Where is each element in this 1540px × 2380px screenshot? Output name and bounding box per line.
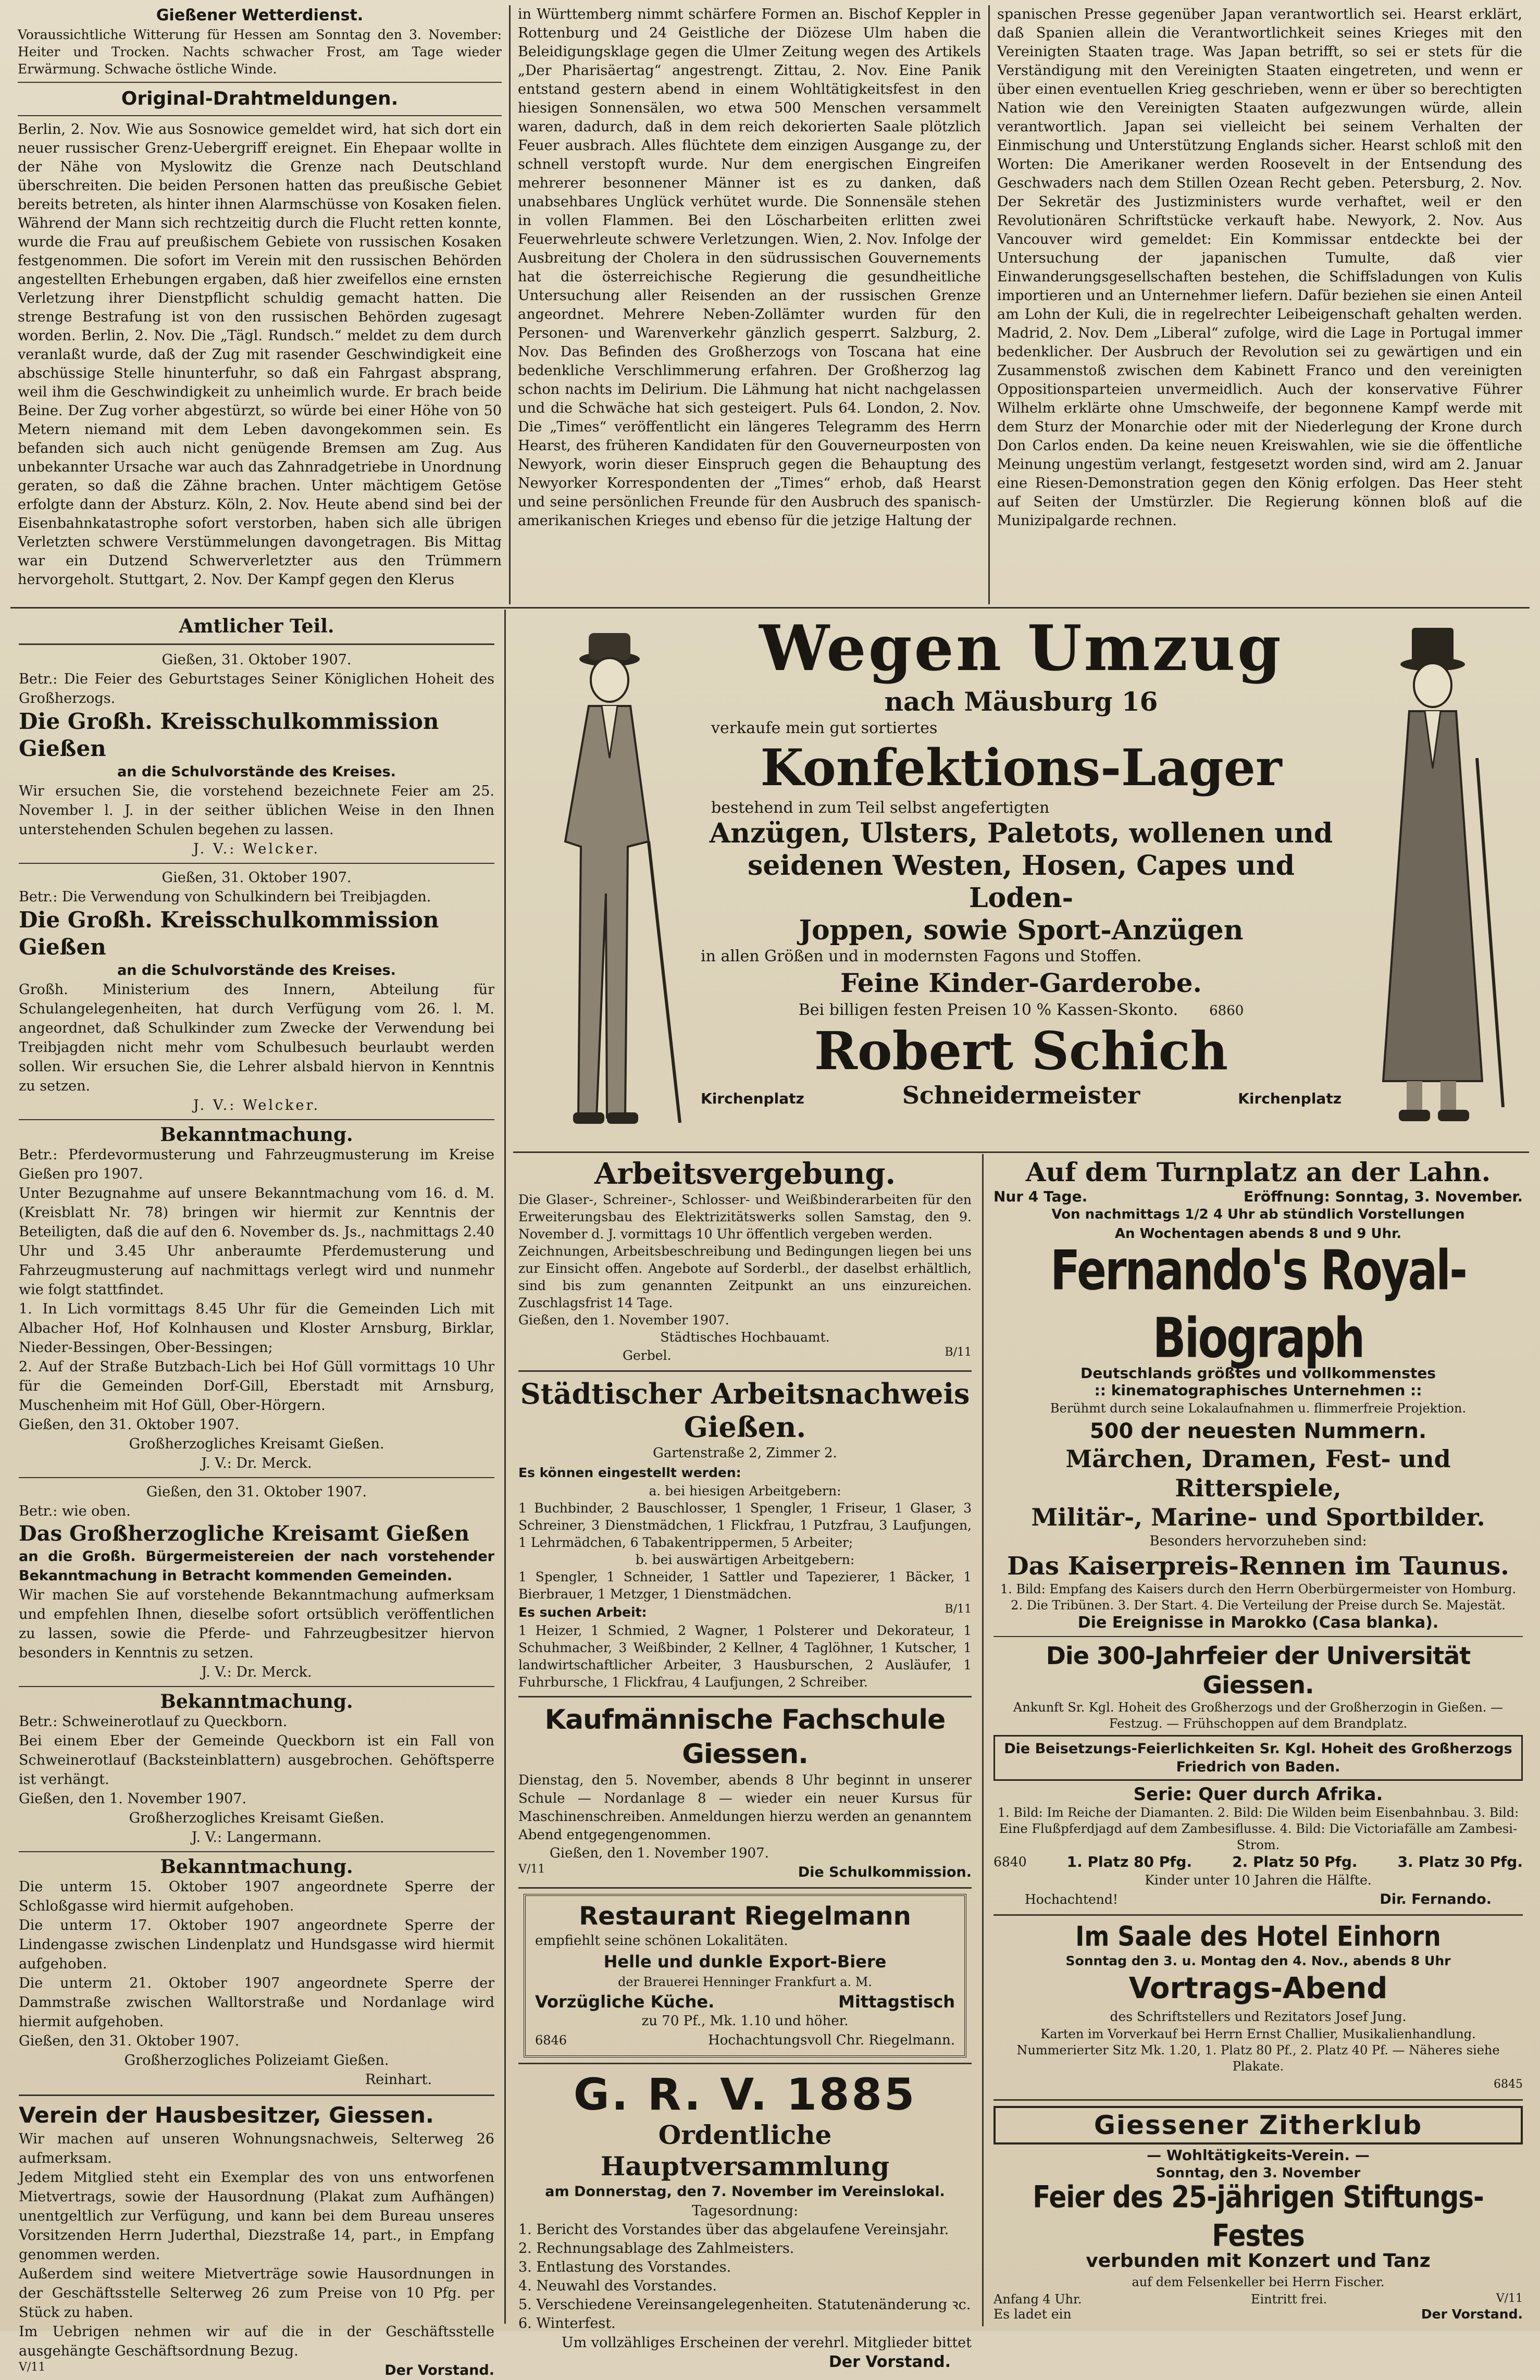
- zither-l3: auf dem Felsenkeller bei Herrn Fischer.: [1132, 2275, 1385, 2289]
- grv-sign: Der Vorstand.: [828, 2353, 951, 2371]
- hausbesitzer-text3: Außerdem sind weitere Mietverträge sowie Hausordnungen in der Geschäftsstelle Selterweg 26 zum Preise von 10 Pfg. per Stück zu haben.: [19, 2266, 494, 2321]
- notice1-date: Gießen, 31. Oktober 1907.: [162, 652, 352, 668]
- einhorn-who: des Schriftstellers und Rezitators Josef Jung.: [1110, 2009, 1407, 2024]
- notice1-betr: Betr.: Die Feier des Geburtstages Seiner Königlichen Hoheit des Großherzogs.: [19, 671, 494, 706]
- zither-when: Sonntag, den 3. November: [1156, 2165, 1361, 2181]
- zither-l2: verbunden mit Konzert und Tanz: [1086, 2250, 1431, 2272]
- schich-intro: verkaufe mein gut sortiertes: [711, 719, 938, 737]
- notice5-sign: J. V.: Langermann.: [191, 1829, 322, 1845]
- notice3-authority: Großherzogliches Kreisamt Gießen.: [129, 1436, 384, 1452]
- zither-mark: V/11: [1496, 2292, 1523, 2305]
- nachweis-b: b. bei auswärtigen Arbeitgebern:: [635, 1552, 855, 1567]
- grv-subtitle: Ordentliche Hauptversammlung: [600, 2119, 890, 2181]
- nachweis-a-text: 1 Buchbinder, 2 Bauschlosser, 1 Spengler, 1 Friseur, 1 Glaser, 3 Schreiner, 3 Dienstmädchen, 1 Flickfrau, 1 Putzfrau, 3 Laufjungen, 1 Lehrmädchen, 6 Tabakentrippermen, 5 Arbeiter;: [518, 1501, 972, 1550]
- kfs-mark: V/11: [518, 1863, 545, 1876]
- notice5-title: Bekanntmachung.: [160, 1691, 353, 1713]
- notice3-date: Gießen, den 31. Oktober 1907.: [19, 1417, 240, 1433]
- nachweis-c-text: 1 Heizer, 1 Schmied, 2 Wagner, 1 Polsterer und Dekorateur, 1 Schuhmacher, 3 Weißbinder, 2 Kellner, 4 Taglöhner, 1 Kutscher, 1 landwirtschaftlicher Arbeiter, 3 Hausburschen, 2 Ausläufer, 1 Fuhrbursche, 1 Flickfrau, 4 Laufjungen, 2 Schreiber.: [518, 1623, 972, 1690]
- notice2-sign: J. V.: Welcker.: [193, 1097, 320, 1113]
- fernando-l6: Militär-, Marine- und Sportbilder.: [1031, 1503, 1485, 1531]
- fernando-l2: :: kinematographisches Unternehmen ::: [1094, 1382, 1422, 1399]
- fernando-l4: 500 der neuesten Nummern.: [1089, 1419, 1427, 1443]
- nachweis-heading1: Es können eingestellt werden:: [518, 1465, 741, 1480]
- fernando-sign1: Hochachtend!: [1025, 1892, 1118, 1907]
- notice4-title: Das Großherzogliche Kreisamt Gießen: [19, 1521, 469, 1546]
- grv-agenda-item: 6. Winterfest.: [518, 2315, 616, 2332]
- fernando-code: 6840: [993, 1854, 1027, 1869]
- schich-line4: Joppen, sowie Sport-Anzügen: [799, 914, 1244, 946]
- notice5-date: Gießen, den 1. November 1907.: [19, 1791, 247, 1807]
- riegelmann-l4a: Vorzügliche Küche.: [535, 1992, 715, 2012]
- fernando-l7: Besonders hervorzuheben sind:: [1149, 1533, 1367, 1549]
- hausbesitzer-text4: Im Uebrigen nehmen wir auf die in der Geschäftsstelle ausgehängte Geschäftsordnung Bezug.: [19, 2324, 494, 2359]
- right-ads-column: [987, 1157, 1529, 2324]
- fernando-l3: Berühmt durch seine Lokalaufnahmen u. flimmerfreie Projektion.: [1050, 1401, 1467, 1416]
- zither-title-box: [993, 2106, 1523, 2145]
- riegelmann-l5: zu 70 Pf., Mk. 1.10 und höher.: [641, 2013, 849, 2029]
- telegrams-col2-text: in Württemberg nimmt schärfere Formen an. Bischof Keppler in Rottenburg und 24 Geistliche der Diözese Ulm haben die Beleidigungsklage gegen die Ulmer Zeitung wegen des Artikels „Der Pharisäertag“ angestrengt. Zittau, 2. Nov. Eine Panik entstand gestern abend in einem Wohltätigkeitsfest in den hiesigen Sonnensälen, wo etwa 500 Menschen versammelt waren, dadurch, daß in dem reich dekorierten Saale plötzlich Feuer ausbrach. Alles flüchtete dem einzigen Ausgange zu, der schnell verstopft wurde. Nur dem energischen Eingreifen mehrerer besonnener Männer ist es zu danken, daß unabsehbares Unglück verhütet wurde. Die Sonnensäle stehen in vollen Flammen. Bei den Löscharbeiten erlitten zwei Feuerwehrleute schwere Verletzungen. Wien, 2. Nov. Infolge der Ausbreitung der Cholera in den südrussischen Gouvernements hat die österreichische Regierung die gesundheitliche Untersuchung aller Reisenden an der russischen Grenze angeordnet. Mehrere Neben-Zollämter wurden für den Personen- und Warenverkehr gänzlich gesperrt. Salzburg, 2. Nov. Das Befinden des Großherzogs von Toscana hat eine bedenkliche Verschlimmerung erfahren. Der Großherzog lag schon nachts im Delirium. Die Lähmung hat nicht nachgelassen und die Schwäche hat sich gesteigert. Puls 64. London, 2. Nov. Die „Times“ veröffentlicht ein längeres Telegramm des Herrn Hearst, des früheren Kandidaten für den Gouverneurposten von Newyork, worin dieser Einspruch gegen die Behauptung des Newyorker Korrespondenten der „Times“ erhob, daß Hearst und seine persönlichen Freunde für den Ausbruch des spanisch-amerikanischen Krieges und ebenso für die jetzige Haltung der: [518, 6, 981, 529]
- riegelmann-box: [524, 1894, 966, 2057]
- riegelmann-l2: Helle und dunkle Export-Biere: [603, 1952, 887, 1972]
- notice4-betr: Betr.: wie oben.: [19, 1503, 131, 1519]
- notice3-text: Unter Bezugnahme auf unsere Bekanntmachung vom 16. d. M. (Kreisblatt Nr. 78) bringen wir hiermit zur Kenntnis der Beteiligten, daß die auf den 6. November ds. Js., nachmittags 2.40 Uhr und 3.45 Uhr anberaumte Pferdemusterung und Fahrzeugmusterung auf nachmittags verlegt wird und nunmehr wie folgt stattfindet.: [19, 1185, 494, 1298]
- notice5-authority: Großherzogliches Kreisamt Gießen.: [129, 1810, 384, 1826]
- arbeit-text1: Die Glaser-, Schreiner-, Schlosser- und Weißbinderarbeiten für den Erweiterungsbau des Elektrizitätswerks sollen Samstag, den 9. November d. J. vormittags 10 Uhr öffentlich vergeben werden.: [518, 1192, 972, 1242]
- notice2-sub: an die Schulvorstände des Kreises.: [117, 962, 396, 978]
- notice1-text: Wir ersuchen Sie, die vorstehend bezeichnete Feier am 25. November l. J. in der seither üblichen Weise in den Ihnen unterstehenden Schulen begehen zu lassen.: [19, 783, 494, 838]
- fernando-l12: Ankunft Sr. Kgl. Hoheit des Großherzogs und der Großherzogin in Gießen. — Festzug. — Frühschoppen auf dem Brandplatz.: [1013, 1700, 1504, 1731]
- notice3-title: Bekanntmachung.: [160, 1124, 353, 1146]
- einhorn-text: Karten im Vorverkauf bei Herrn Ernst Challier, Musikalienhandlung. Nummerierter Sitz Mk. 1.20, 1. Platz 80 Pf., 2. Platz 40 Pf. — Näheres siehe Plakate.: [1016, 2027, 1500, 2074]
- notice2-text: Großh. Ministerium des Innern, Abteilung für Schulangelegenheiten, hat durch Verfügung vom 26. l. M. angeordnet, daß Schulkinder zum Zwecke der Verwendung bei Treibjagden nicht mehr vom Schulbesuch beurlaubt werden sollen. Wir ersuchen Sie, die Lehrer alsbald hiervon in Kenntnis zu setzen.: [19, 982, 494, 1094]
- fernando-sign2: Dir. Fernando.: [1380, 1891, 1492, 1907]
- fernando-times2: An Wochentagen abends 8 und 9 Uhr.: [1114, 1226, 1402, 1242]
- schich-line5: in allen Größen und in modernsten Fagons und Stoffen.: [701, 947, 1142, 965]
- hausbesitzer-text1: Wir machen auf unseren Wohnungsnachweis, Selterweg 26 aufmerksam.: [19, 2131, 494, 2166]
- grv-agenda-item: 4. Neuwahl des Vorstandes.: [518, 2278, 717, 2294]
- notice4-text: Wir machen Sie auf vorstehende Bekanntmachung aufmerksam und empfehlen Ihnen, dieselbe sofort ortsüblich veröffentlichen zu lassen, sowie die Pferde- und Fahrzeugbesitzer hiervon besonders in Kenntnis zu setzen.: [19, 1587, 494, 1661]
- notice4-sign: J. V.: Dr. Merck.: [201, 1664, 312, 1680]
- schich-trade: Schneidermeister: [902, 1081, 1140, 1109]
- notice6-date: Gießen, den 31. Oktober 1907.: [19, 2033, 240, 2049]
- notice6-sign: Reinhart.: [365, 2072, 432, 2088]
- notice6-text1: Die unterm 15. Oktober 1907 angeordnete Sperre der Schloßgasse wird hiermit aufgehoben.: [19, 1879, 494, 1914]
- zither-title: Giessener Zitherklub: [1094, 2110, 1423, 2140]
- einhorn-when: Sonntag den 3. u. Montag den 4. Nov., abends 8 Uhr: [1065, 1953, 1451, 1968]
- arbeit-authority: Städtisches Hochbauamt.: [660, 1330, 830, 1345]
- fernando-l5: Märchen, Dramen, Fest- und Ritterspiele,: [1065, 1445, 1451, 1502]
- schich-place-right: Kirchenplatz: [1238, 1090, 1342, 1107]
- left-column-divider: [504, 610, 506, 2324]
- nachweis-mark: B/11: [945, 1603, 972, 1616]
- schich-ad: [513, 612, 1529, 1149]
- kfs-date: Gießen, den 1. November 1907.: [550, 1845, 769, 1861]
- kfs-text: Dienstag, den 5. November, abends 8 Uhr beginnt in unserer Schule — Nordanlage 8 — wieder ein neuer Kursus für Maschinenschreiben. Anmeldungen hierzu werden an genanntem Abend entgegengenommen.: [518, 1772, 972, 1843]
- grv-closing: Um vollzähliges Erscheinen der verehrl. Mitglieder bittet: [561, 2335, 972, 2351]
- notice1-sign: J. V.: Welcker.: [193, 841, 320, 857]
- schich-line6: Feine Kinder-Garderobe.: [840, 968, 1202, 998]
- telegrams-col3-text: spanischen Presse gegenüber Japan verantwortlich sei. Hearst erklärt, daß Spanien allein die Verantwortlichkeit seines Krieges mit den Vereinigten Staaten trage. Was Japan betrifft, so sei er stets für die Verständigung mit den Vereinigten Staaten eingetreten, und wenn er über einen eventuellen Krieg geschrieben, wenn er über so berechtigten Nation wie den Vereinigten Staaten aufgezwungen würde, allein verantwortlich. Japan sei vielleicht bei seinem Verhalten der Einmischung und Unterstützung Englands sicher. Hearst schloß mit den Worten: Die Amerikaner werden Roosevelt in der Entsendung des Geschwaders nach dem Stillen Ozean Recht geben. Petersburg, 2. Nov. Der Sekretär des Justizministers wurde verhaftet, weil er den Revolutionären Schriftstücke verkauft habe. Newyork, 2. Nov. Aus Vancouver wird gemeldet: Ein Kommissar entdeckte bei der Untersuchung der japanischen Tumulte, daß vier Einwanderungsgesellschaften bestehen, die Schiffsladungen von Kulis importieren und an Unternehmer liefern. Dafür beziehen sie einen Anteil am Lohn der Kuli, die in regelrechter Leibeigenschaft gehalten werden. Madrid, 2. Nov. Dem „Liberal“ zufolge, wird die Lage in Portugal immer bedenklicher. Der Ausbruch der Revolution sei zu gewärtigen und ein Zusammenstoß zwischen dem Kabinett Franco und den vereinigten Oppositionsparteien unvermeidlich. Auch der konservative Führer Wilhelm erklärte ohne Umschweife, der begonnene Kampf werde mit dem Sturz der Monarchie oder mit der Niederlegung der Krone durch Don Carlos enden. Da keine neuen Kreiswahlen, wie sie die öffentliche Meinung ungestüm verlangt, festgesetzt worden sind, wird am 2. Januar eine Riesen-Demonstration gegen den König erfolgen. Das Heer steht auf Seiten der Umstürzler. Die Regierung können bloß auf die Munizipalgarde rechnen.: [997, 6, 1522, 529]
- schich-place-left: Kirchenplatz: [701, 1090, 804, 1107]
- riegelmann-code: 6846: [535, 2033, 567, 2048]
- top-column-1: [10, 5, 511, 604]
- schich-line7: Bei billigen festen Preisen 10 % Kassen-Skonto.: [798, 1001, 1178, 1019]
- middle-ads-column: [513, 1157, 977, 2371]
- fernando-l1: Deutschlands größtes und vollkommenstes: [1080, 1365, 1436, 1382]
- gentleman-overcoat-illustration: [1347, 623, 1519, 1138]
- hausbesitzer-mark: V/11: [19, 2361, 46, 2374]
- kfs-title: Kaufmännische Fachschule Giessen.: [544, 1704, 946, 1770]
- grv-title: G. R. V. 1885: [573, 2069, 917, 2120]
- schich-line2: Anzügen, Ulsters, Paletots, wollenen und: [709, 817, 1333, 849]
- notice3-item1: 1. In Lich vormittags 8.45 Uhr für die Gemeinden Lich mit Albacher Hof, Hof Kolnhausen und Kloster Arnsburg, Birklar, Nieder-Bessingen, Ober-Bessingen;: [19, 1301, 494, 1356]
- notice6-authority: Großherzogliches Polizeiamt Gießen.: [124, 2052, 389, 2068]
- hausbesitzer-text2: Jedem Mitglied steht ein Exemplar des von uns entworfenen Mietvertrags, sowie der Hausordnung (Plakat zum Aufhängen) unentgeltlich zur Verfügung, und kann bei dem Bureau unseres Vorsitzenden Herrn Juderthal, Diezstraße 14, part., in Empfang genommen werden.: [19, 2170, 494, 2263]
- grv-agenda-list: [518, 2221, 972, 2333]
- fernando-days: Nur 4 Tage.: [993, 1188, 1088, 1205]
- notice5-text: Bei einem Eber der Gemeinde Queckborn ist ein Fall von Schweinerotlauf (Backsteinblattern) ausgebrochen. Gehöftsperre ist verhängt.: [19, 1733, 494, 1788]
- fernando-price1: 1. Platz 80 Pfg.: [1066, 1853, 1193, 1870]
- fernando-kids: Kinder unter 10 Jahren die Hälfte.: [1145, 1873, 1372, 1888]
- weather-title: Gießener Wetterdienst.: [156, 6, 364, 24]
- grv-agenda-item: 1. Bericht des Vorstandes über das abgelaufene Vereinsjahr.: [518, 2222, 949, 2238]
- top-divider: [10, 607, 1530, 609]
- ad-divider: [513, 1151, 1529, 1153]
- notice3-item2: 2. Auf der Straße Butzbach-Lich bei Hof Güll vormittags 10 Uhr für die Gemeinden Dorf-Gill, Eberstadt mit Arnsburg, Muschenheim mit Hof Güll, Ober-Hörgern.: [19, 1359, 494, 1414]
- arbeit-date: Gießen, den 1. November 1907.: [518, 1312, 729, 1328]
- schich-big: Konfektions-Lager: [760, 738, 1282, 797]
- hausbesitzer-title: Verein der Hausbesitzer, Giessen.: [19, 2102, 434, 2128]
- nachweis-address: Gartenstraße 2, Zimmer 2.: [653, 1445, 837, 1461]
- notice4-sub: an die Großh. Bürgermeistereien der nach vorstehender Bekanntmachung in Betracht kommenden Gemeinden.: [19, 1548, 494, 1584]
- riegelmann-sign: Hochachtungsvoll Chr. Riegelmann.: [708, 2032, 955, 2048]
- fernando-l8: Das Kaiserpreis-Rennen im Taunus.: [1007, 1552, 1509, 1581]
- nachweis-a: a. bei hiesigen Arbeitgebern:: [649, 1483, 841, 1498]
- grv-agenda-title: Tagesordnung:: [691, 2203, 799, 2219]
- riegelmann-l4b: Mittagstisch: [838, 1992, 955, 2012]
- top-column-2: [511, 5, 990, 604]
- fernando-l13: Die Beisetzungs-Feierlichkeiten Sr. Kgl. Hoheit des Großherzogs Friedrich von Baden.: [1004, 1741, 1512, 1775]
- grv-agenda-item: 3. Entlastung des Vorstandes.: [518, 2259, 731, 2275]
- fernando-l14: Serie: Quer durch Afrika.: [1133, 1784, 1383, 1805]
- fernando-open: Eröffnung: Sonntag, 3. November.: [1243, 1188, 1523, 1205]
- arbeit-text2: Zeichnungen, Arbeitsbeschreibung und Bedingungen liegen bei uns zur Einsicht offen. Angebote auf Sorderbl., der daselbst erhältlich, sind bis zum genannten Zeitpunkt an uns einzureichen. Zuschlagsfrist 14 Tage.: [518, 1244, 972, 1310]
- riegelmann-title: Restaurant Riegelmann: [579, 1902, 911, 1931]
- official-column: [10, 612, 503, 2378]
- einhorn-title: Im Saale des Hotel Einhorn: [1075, 1919, 1441, 1953]
- weather-text: Voraussichtliche Witterung für Hessen am Sonntag den 3. November: Heiter und Trocken. Nachts schwacher Frost, am Tage wieder Erwärmung. Schwache östliche Winde.: [18, 27, 502, 77]
- ad-column-divider: [982, 1154, 984, 2326]
- nachweis-b-text: 1 Spengler, 1 Schneider, 1 Sattler und Tapezierer, 1 Bäcker, 1 Bierbrauer, 1 Metzger, 1 Dienstmädchen.: [518, 1569, 972, 1602]
- schich-subtitle: nach Mäusburg 16: [884, 686, 1158, 717]
- telegrams-col1-text: Berlin, 2. Nov. Wie aus Sosnowice gemeldet wird, hat sich dort ein neuer russischer Grenz-Uebergriff ereignet. Ein Ehepaar wollte in der Nähe von Myslowitz die Grenze nach Deutschland überschreiten. Die beiden Personen hatten das preußische Gebiet bereits betreten, als hinter ihnen Alarmschüsse von Kosaken fielen. Während der Mann sich rechtzeitig durch die Flucht retten konnte, wurde die Frau auf preußischem Gebiete von russischen Kosaken festgenommen. Die sofort im Verein mit den russischen Behörden angestellten Erhebungen ergaben, daß hier zweifellos eine ernsten Verletzung ihrer Dienstpflicht schuldig gemacht hatten. Die strenge Bestrafung ist von den russischen Behörden zugesagt worden. Berlin, 2. Nov. Die „Tägl. Rundsch.“ meldet zu dem durch veranlaßt wurde, daß der Zug mit rasender Geschwindigkeit eine abschüssige Stelle hinunterfuhr, so daß ein Fahrgast absprang, weil ihm die Geschwindigkeit zu unheimlich wurde. Er brach beide Beine. Der Zug vorher abgestürzt, so würde bei einer Höhe von 50 Metern niemand mit dem Leben davongekommen sein. Es befanden sich auch nicht genügende Bremsen am Zug. Aus unbekannter Ursache war auch das Zahnradgetriebe in Unordnung geraten, so daß die Zähne brachen. Unter mächtigem Getöse erfolgte dann der Absturz. Köln, 2. Nov. Heute abend sind bei der Eisenbahnkatastrophe sofort verstorben, haben sich alle übrigen Verletzten schwere Verstümmelungen davongetragen. Bis Mittag war ein Dutzend Schwerverletzter aus den Trümmern hervorgeholt. Stuttgart, 2. Nov. Der Kampf gegen den Klerus: [18, 121, 502, 588]
- fernando-l15: 1. Bild: Im Reiche der Diamanten. 2. Bild: Die Wilden beim Eisenbahnbau. 3. Bild: Eine Flußpferdjagd auf dem Zambesiflusse. 4. Bild: Die Victoriafälle am Zambesi-Strom.: [997, 1805, 1519, 1852]
- notice1-sub: an die Schulvorstände des Kreises.: [117, 764, 396, 780]
- fernando-l11: Die 300-Jahrfeier der Universität Giessen.: [1046, 1642, 1471, 1699]
- notice6-text3: Die unterm 21. Oktober 1907 angeordnete Sperre der Dammstraße zwischen Walltorstraße und Nordanlage wird hiermit aufgehoben.: [19, 1975, 494, 2030]
- nachweis-title: Städtischer Arbeitsnachweis Gießen.: [520, 1377, 970, 1444]
- zither-big: Feier des 25-jährigen Stiftungs-Festes: [1033, 2179, 1484, 2253]
- riegelmann-l1: empfiehlt seine schönen Lokalitäten.: [535, 1933, 788, 1949]
- notice3-betr: Betr.: Pferdevormusterung und Fahrzeugmusterung im Kreise Gießen pro 1907.: [19, 1147, 494, 1182]
- notice2-title: Die Großh. Kreisschulkommission Gießen: [19, 907, 439, 960]
- kfs-sign: Die Schulkommission.: [798, 1864, 972, 1880]
- fernando-price3: 3. Platz 30 Pfg.: [1397, 1853, 1523, 1870]
- zither-sub: — Wohltätigkeits-Verein. —: [1147, 2147, 1370, 2164]
- grv-when: am Donnerstag, den 7. November im Vereinslokal.: [545, 2184, 945, 2200]
- arbeit-sign: Gerbel.: [623, 1348, 672, 1363]
- notice6-title: Bekanntmachung.: [160, 1856, 353, 1878]
- telegrams-title: Original-Drahtmeldungen.: [121, 88, 399, 109]
- schich-line1: bestehend in zum Teil selbst angefertigten: [711, 799, 1050, 817]
- grv-agenda-item: 2. Rechnungsablage des Zahlmeisters.: [518, 2240, 794, 2257]
- schich-code: 6860: [1209, 1003, 1244, 1019]
- notice2-betr: Betr.: Die Verwendung von Schulkindern bei Treibjagden.: [19, 889, 431, 905]
- notice5-betr: Betr.: Schweinerotlauf zu Queckborn.: [19, 1714, 288, 1730]
- schich-name: Robert Schich: [814, 1020, 1228, 1082]
- nachweis-heading2: Es suchen Arbeit:: [518, 1605, 647, 1620]
- official-section-title: Amtlicher Teil.: [179, 615, 334, 637]
- gentleman-suit-illustration: [524, 623, 696, 1138]
- schich-title: Wegen Umzug: [759, 612, 1283, 685]
- zither-sign: Der Vorstand.: [1421, 2307, 1523, 2322]
- fernando-price2: 2. Platz 50 Pfg.: [1232, 1853, 1358, 1870]
- fernando-times: Von nachmittags 1/2 4 Uhr ab stündlich Vorstellungen: [1051, 1207, 1465, 1222]
- einhorn-big: Vortrags-Abend: [1128, 1972, 1388, 2005]
- notice3-sign: J. V.: Dr. Merck.: [201, 1455, 312, 1471]
- riegelmann-l3: der Brauerei Henninger Frankfurt a. M.: [618, 1975, 872, 1989]
- fernando-l10: Die Ereignisse in Marokko (Casa blanka).: [1077, 1614, 1439, 1632]
- notice2-date: Gießen, 31. Oktober 1907.: [162, 870, 352, 886]
- top-column-3: [990, 5, 1530, 604]
- arbeit-title: Arbeitsvergebung.: [594, 1157, 896, 1191]
- zither-l4: Anfang 4 Uhr.: [993, 2292, 1082, 2307]
- zither-l5: Es ladet ein: [993, 2307, 1072, 2322]
- fernando-top: Auf dem Turnplatz an der Lahn.: [1025, 1157, 1491, 1187]
- schich-line3: seidenen Westen, Hosen, Capes und Loden-: [747, 850, 1295, 914]
- notice1-title: Die Großh. Kreisschulkommission Gießen: [19, 709, 439, 761]
- zither-entry: Eintritt frei.: [1250, 2292, 1327, 2307]
- fernando-l9: 1. Bild: Empfang des Kaisers durch den Herrn Oberbürgermeister von Homburg. 2. Die Tribünen. 3. Der Start. 4. Die Verteilung der Preise durch Se. Majestät.: [1000, 1582, 1517, 1613]
- arbeit-mark: B/11: [945, 1346, 972, 1359]
- grv-agenda-item: 5. Verschiedene Vereinsangelegenheiten. Statutenänderung ꝛc.: [518, 2297, 971, 2313]
- notice6-text2: Die unterm 17. Oktober 1907 angeordnete Sperre der Lindengasse zwischen Lindenplatz und Hundsgasse wird hiermit aufgehoben.: [19, 1917, 494, 1972]
- notice4-date: Gießen, den 31. Oktober 1907.: [146, 1484, 367, 1500]
- einhorn-code: 6845: [1494, 2078, 1523, 2091]
- fernando-name: Fernando's Royal-Biograph: [1050, 1238, 1466, 1370]
- hausbesitzer-sign: Der Vorstand.: [384, 2362, 494, 2378]
